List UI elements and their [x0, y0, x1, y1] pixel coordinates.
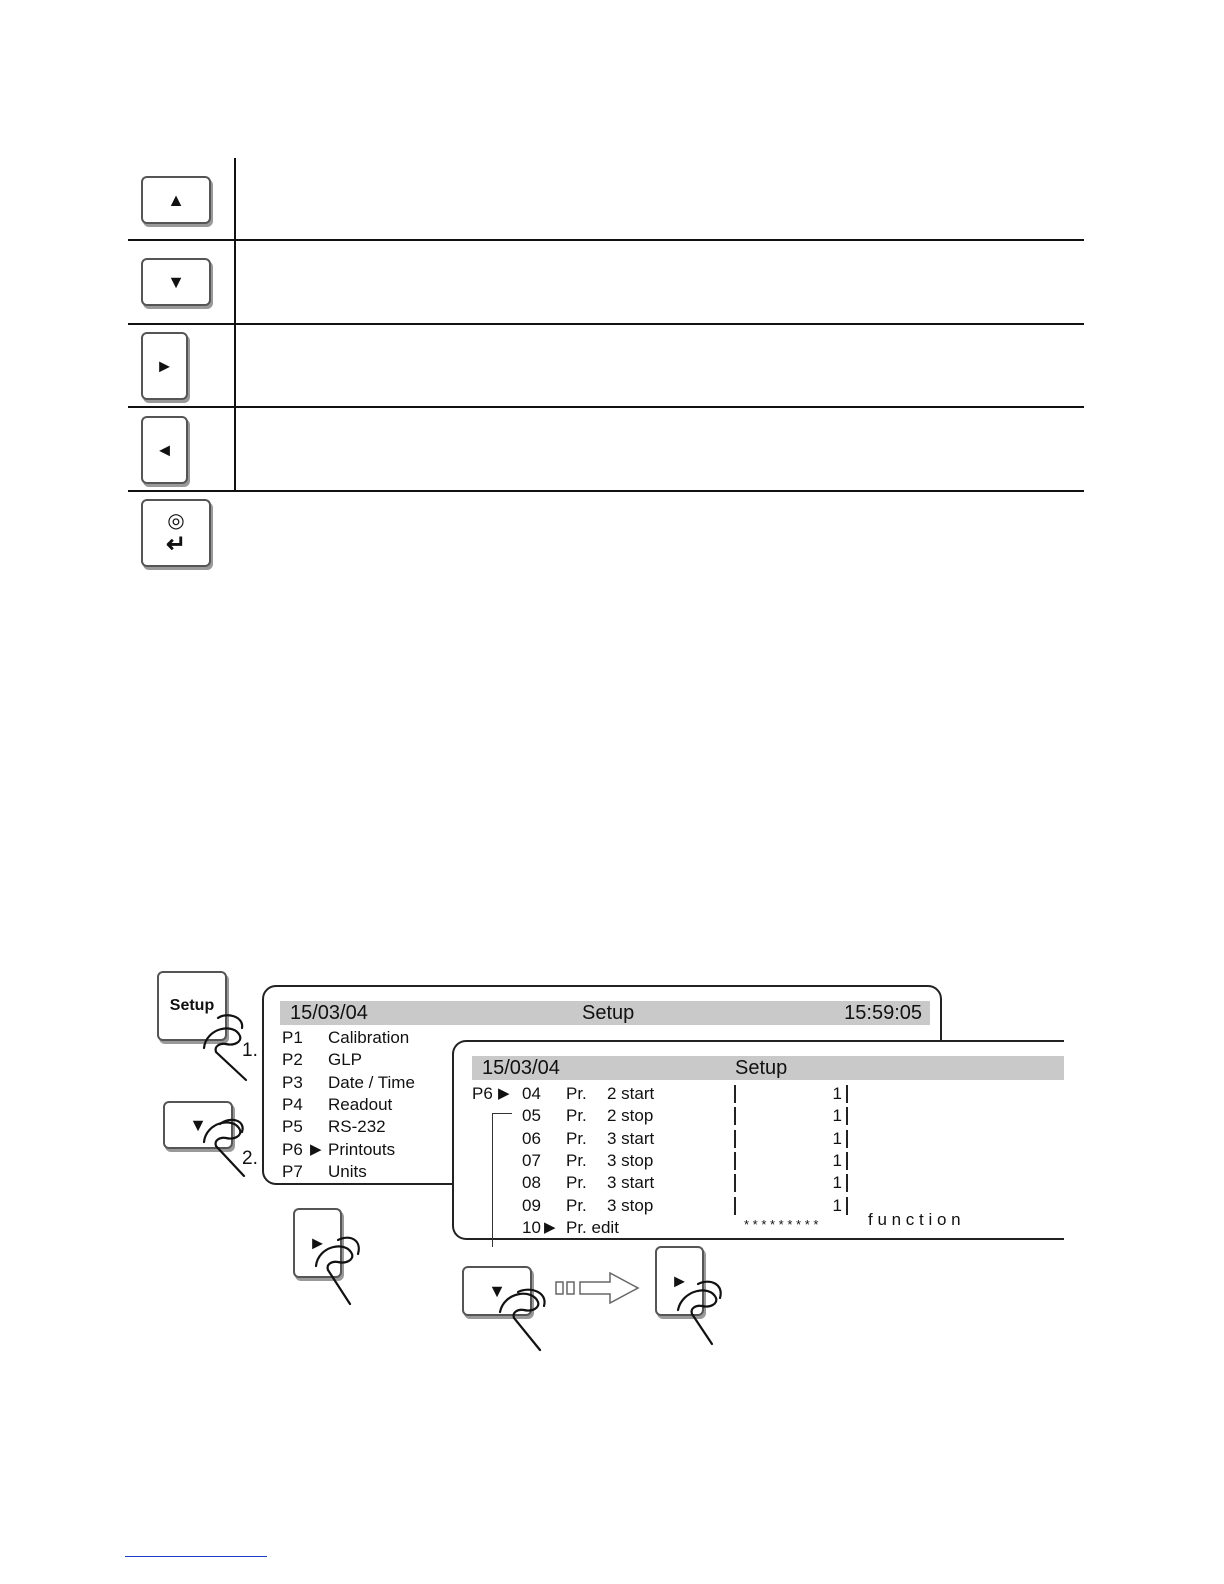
- value-bracket-right: [846, 1152, 848, 1170]
- value-bracket-left: [734, 1174, 736, 1192]
- table-divider-vertical: [234, 158, 236, 492]
- right-arrow-key[interactable]: [141, 332, 188, 400]
- value-bracket-left: [734, 1152, 736, 1170]
- menu-item-code: P5: [282, 1117, 303, 1137]
- menu-item-label: Printouts: [328, 1139, 396, 1159]
- menu-item-num: 07: [522, 1150, 541, 1170]
- header-time: 15:59:05: [844, 1002, 922, 1024]
- table-row-separator: [128, 406, 1084, 408]
- value-bracket-left: [734, 1107, 736, 1125]
- left-arrow-icon: ◄: [155, 439, 174, 460]
- header-date: 15/03/04: [482, 1057, 560, 1079]
- repeat-arrow-icon: [554, 1270, 644, 1306]
- finger-icon: [196, 1112, 266, 1192]
- enter-key[interactable]: [141, 499, 211, 567]
- step-1-label: 1.: [242, 1040, 258, 1061]
- menu-item-prefix: Pr.: [566, 1195, 587, 1215]
- setup-screen-printouts: [452, 1040, 1064, 1240]
- setup-key-label: Setup: [169, 997, 215, 1014]
- menu-item-code: P4: [282, 1094, 303, 1114]
- menu-item-num: 06: [522, 1128, 541, 1148]
- footer-rule: [125, 1556, 267, 1557]
- value-bracket-right: [846, 1130, 848, 1148]
- menu-item-num: 09: [522, 1195, 541, 1215]
- menu-item-name: 2 start: [607, 1084, 655, 1103]
- finger-icon: [196, 1010, 266, 1090]
- finger-icon: [672, 1276, 742, 1356]
- menu-item-prefix: Pr.: [566, 1150, 587, 1170]
- menu-item-name: 3 stop: [607, 1150, 654, 1170]
- menu-item-marker: ▶: [544, 1219, 556, 1236]
- header-date: 15/03/04: [290, 1002, 368, 1024]
- parent-marker: ▶: [498, 1085, 510, 1102]
- menu-item-num: 08: [522, 1173, 541, 1193]
- menu-item-code: P2: [282, 1050, 303, 1070]
- menu-item-value: 1: [832, 1106, 842, 1126]
- connector-line: [492, 1113, 493, 1247]
- function-label: f u n c t i o n: [868, 1210, 961, 1229]
- menu-item-prefix: Pr.: [566, 1084, 587, 1103]
- menu-item-value: 1: [832, 1173, 842, 1193]
- down-arrow-key[interactable]: [141, 258, 211, 306]
- menu-item-name: 3 stop: [607, 1195, 654, 1215]
- menu-item-prefix: Pr.: [566, 1128, 587, 1148]
- menu-item-label: Units: [328, 1161, 367, 1181]
- down-arrow-icon: ▼: [488, 1280, 506, 1301]
- value-bracket-right: [846, 1174, 848, 1192]
- value-bracket-left: [734, 1197, 736, 1215]
- step-2-label: 2.: [242, 1148, 258, 1169]
- value-bracket-right: [846, 1085, 848, 1103]
- menu-item-name: 3 start: [607, 1173, 655, 1193]
- value-bracket-right: [846, 1197, 848, 1215]
- menu-item-label: RS-232: [328, 1117, 386, 1137]
- finger-icon: [308, 1230, 378, 1310]
- up-arrow-key[interactable]: [141, 176, 211, 224]
- down-arrow-icon: ▼: [167, 271, 185, 292]
- value-bracket-left: [734, 1085, 736, 1103]
- menu-item-label: GLP: [328, 1050, 363, 1070]
- menu-item-code: P7: [282, 1161, 303, 1181]
- menu-item-code: P1: [282, 1028, 303, 1047]
- screen-header: [472, 1056, 1064, 1080]
- menu-item-marker: ▶: [310, 1140, 322, 1158]
- menu-item-label: Pr. edit: [566, 1218, 619, 1237]
- right-arrow-icon: ►: [308, 1232, 327, 1253]
- menu-item-label: Readout: [328, 1094, 393, 1114]
- menu-item-code: P6: [282, 1139, 303, 1159]
- right-arrow-icon: ►: [670, 1270, 689, 1291]
- enter-icon: ↵: [165, 531, 187, 558]
- value-bracket-left: [734, 1130, 736, 1148]
- menu-item-value: 1: [832, 1084, 842, 1103]
- menu-item-value: 1: [832, 1150, 842, 1170]
- table-row-separator: [128, 239, 1084, 241]
- menu-item-prefix: Pr.: [566, 1106, 587, 1126]
- menu-item-value: 1: [832, 1195, 842, 1215]
- up-arrow-icon: ▲: [167, 189, 185, 210]
- menu-item-num: 10: [522, 1218, 541, 1237]
- left-arrow-key[interactable]: [141, 416, 188, 484]
- connector-line: [492, 1113, 512, 1114]
- menu-item-label: Calibration: [328, 1028, 410, 1047]
- menu-item-num: 04: [522, 1084, 541, 1103]
- menu-item-label: Date / Time: [328, 1072, 415, 1092]
- tare-icon: ◎: [167, 510, 185, 532]
- header-title: Setup: [735, 1057, 788, 1079]
- finger-icon: [496, 1282, 566, 1362]
- screen-header: [280, 1001, 930, 1025]
- parent-code: P6: [472, 1084, 493, 1103]
- menu-item-value: 1: [832, 1128, 842, 1148]
- menu-item-prefix: Pr.: [566, 1173, 587, 1193]
- header-title: Setup: [582, 1002, 635, 1024]
- right-arrow-icon: ►: [155, 355, 174, 376]
- down-arrow-icon: ▼: [189, 1114, 207, 1135]
- table-row-separator: [128, 490, 1084, 492]
- value-stars: * * * * * * * * *: [744, 1217, 819, 1232]
- menu-item-num: 05: [522, 1106, 541, 1126]
- value-bracket-right: [846, 1107, 848, 1125]
- table-row-separator: [128, 323, 1084, 325]
- menu-item-name: 3 start: [607, 1128, 655, 1148]
- menu-item-code: P3: [282, 1072, 303, 1092]
- menu-item-name: 2 stop: [607, 1106, 654, 1126]
